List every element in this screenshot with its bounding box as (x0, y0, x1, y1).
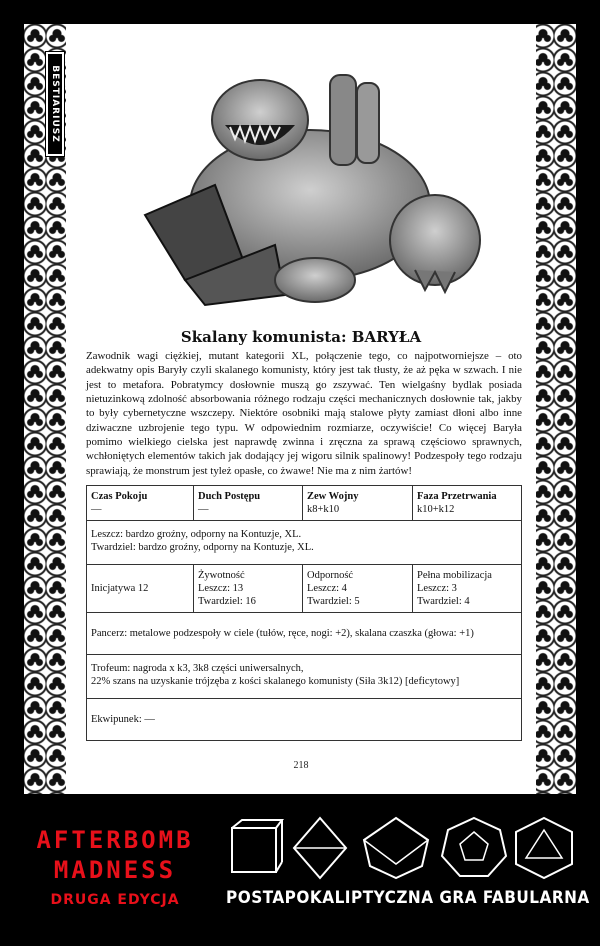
table-row (87, 565, 522, 613)
logo-madness: MADNESS (53, 856, 177, 884)
d6-label: 6 (248, 842, 260, 863)
d8-icon (294, 818, 346, 878)
threat-cell: Leszcz: bardzo groźny, odporny na Kontuzje, XL. Twardziel: bardzo groźny, odporny na Kontuzje, XL. (87, 521, 522, 565)
initiative-cell: Inicjatywa 12 (87, 565, 194, 613)
dice-row (228, 814, 580, 884)
d6-icon (232, 820, 282, 872)
logo-edition: DRUGA EDYCJA (50, 892, 180, 908)
armor-cell: Pancerz: metalowe podzespoły w ciele (tułów, ręce, nogi: +2), skalana czaszka (głowa: +1) (87, 613, 522, 655)
trophy-cell: Trofeum: nagroda x k3, 3k8 części uniwersalnych, 22% szans na uzyskanie trójzęba z kości skalanego komunisty (Siła 3k12) [deficytowy] (87, 655, 522, 699)
table-row (87, 655, 522, 699)
chapter-tab (46, 52, 64, 156)
creature-description: Zawodnik wagi ciężkiej, mutant kategorii XL, połączenie tego, co najpotworniejsze – oto adekwatny opis Baryły czyli skalanego komunisty, który jest tak tłusty, że aż pęka w szwach. I nie jest to metafora. Pobratymcy dosłownie muszą go zszywać. Ten wielgaśny bydlak posiada nietuzinkową zdolność absorbowania różnego rodzaju części mechanicznych dosłownie tak, jakby to były cybernetyczne wszczepy. Niektóre osobniki mają stalowe płyty zamiast dłoni albo inne dziwaczne uzbrojenie tego typu. W odpowiednim rozmiarze, oczywiście! Co więcej Baryła pomimo wielkiego cielska jest naprawdę zwinna i zręczna za sprawą częściowo sprawnych, wchłoniętych elementów takich jak dodający jej wigoru silnik spalinowy! Podzespoły tego rodzaju sprawiają, że monstrum jest tyleż opasłe, co żwawe! Nie ma z nim żartów! (86, 350, 522, 477)
table-row (87, 613, 522, 655)
d20-label: 20 (535, 842, 553, 857)
d20-icon (516, 818, 572, 878)
skull-border-right (532, 24, 576, 794)
d8-label: 8 (315, 828, 325, 846)
stat-cell: Odporność Leszcz: 4 Twardziel: 5 (303, 565, 413, 613)
table-row (87, 699, 522, 741)
stat-cell: Faza Przetrwania k10+k12 (413, 486, 522, 521)
stat-cell: Duch Postępu — (194, 486, 303, 521)
table-row (87, 486, 522, 521)
mutant-illustration (125, 65, 495, 310)
equipment-cell: Ekwipunek: — (87, 699, 522, 741)
d10-icon (364, 818, 428, 878)
stat-cell: Zew Wojny k8+k10 (303, 486, 413, 521)
d12-label: 12 (465, 842, 483, 858)
stat-cell: Żywotność Leszcz: 13 Twardziel: 16 (194, 565, 303, 613)
d10-label: 0 (391, 840, 401, 858)
logo-afterbomb: AFTERBOMB (36, 826, 194, 854)
tagline: POSTAPOKALIPTYCZNA GRA FABULARNA (226, 888, 590, 908)
chapter-tab-label: BESTIARIUSZ (50, 65, 61, 143)
table-row (87, 521, 522, 565)
d12-icon (442, 818, 506, 876)
stat-block (86, 485, 522, 741)
stat-cell: Czas Pokoju — (87, 486, 194, 521)
creature-title: Skalany komunista: BARYŁA (180, 328, 422, 346)
page-number: 218 (293, 760, 309, 771)
stat-cell: Pełna mobilizacja Leszcz: 3 Twardziel: 4 (413, 565, 522, 613)
